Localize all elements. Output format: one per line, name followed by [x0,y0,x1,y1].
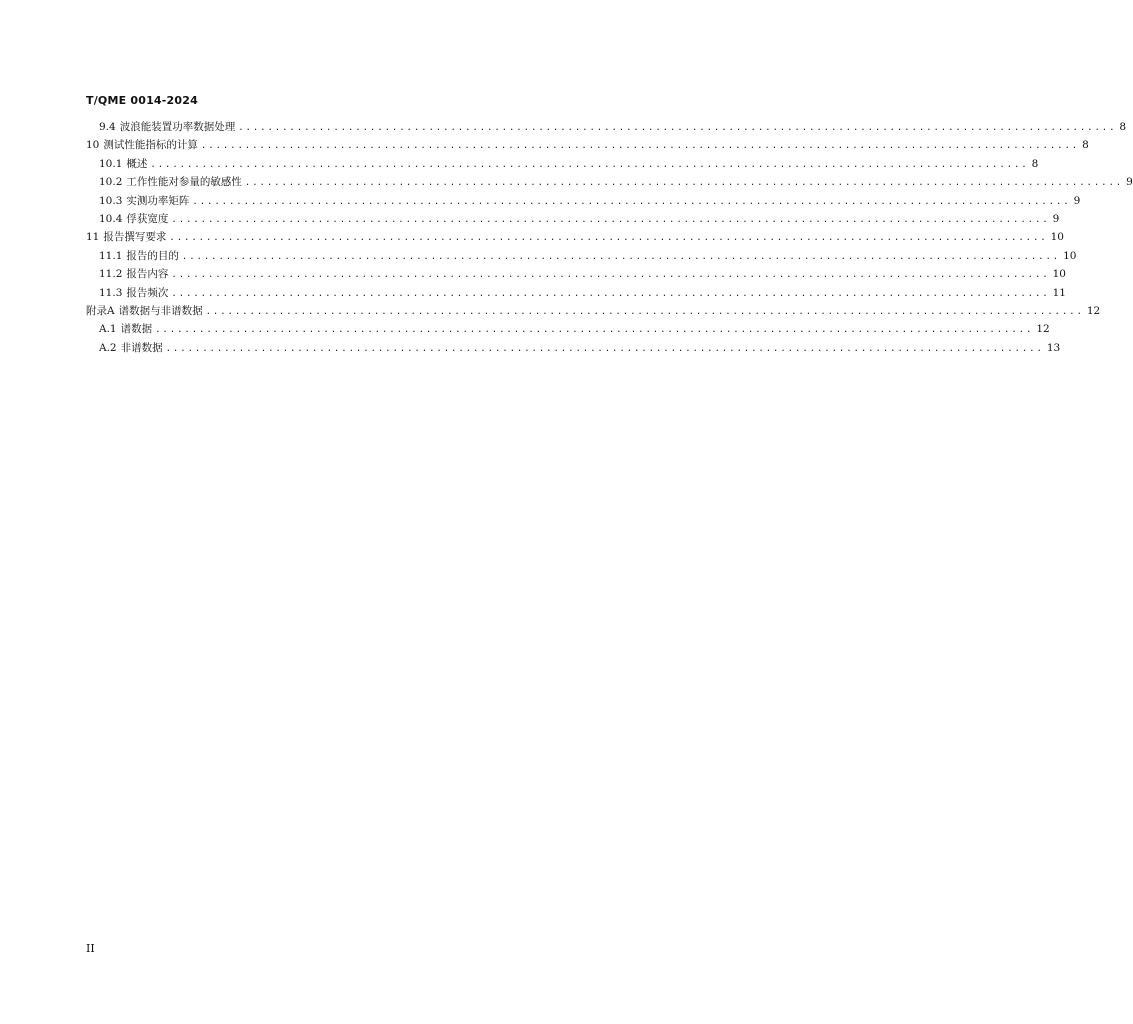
toc-entry-title: 工作性能对参量的敏感性 [126,176,242,189]
toc-entry-page: 8 [1031,157,1039,170]
toc-entry-number: 10.1 [99,157,123,170]
toc-leader-dots: ........................................................................................................................ [150,159,1029,170]
toc-entry-number: 10.3 [99,194,123,207]
toc-entry-title: 报告的目的 [126,249,179,262]
page-number-footer: II [86,942,95,955]
toc-entry-title: 报告撰写要求 [103,231,167,244]
toc-leader-dots: ........................................................................................................................ [192,196,1071,207]
toc-entry[interactable] [86,247,1077,265]
toc-entry-number: A.2 [99,341,117,354]
toc-entry[interactable] [86,339,1061,357]
toc-entry-page: 10 [1050,231,1064,244]
toc-entry-page: 12 [1036,323,1050,336]
toc-entry[interactable] [86,302,1101,320]
toc-entry-title: 非谱数据 [120,341,163,354]
toc-entry[interactable] [86,284,1066,302]
toc-entry-title: 报告频次 [126,286,169,299]
toc-entry-page: 12 [1086,304,1101,317]
toc-leader-dots: ........................................................................................................................ [165,343,1044,354]
toc-entry-page: 9 [1073,194,1081,207]
toc-leader-dots: ........................................................................................................................ [238,123,1117,133]
toc-entry-number: 10 [86,139,100,152]
toc-entry-number: 11.2 [99,268,123,281]
document-id-header: T/QME 0014-2024 [86,94,198,107]
toc-entry-page: 10 [1063,249,1077,262]
toc-entry-page: 11 [1052,286,1066,299]
toc-entry[interactable] [86,228,1064,246]
toc-entry[interactable] [86,118,1127,136]
table-of-contents [86,118,1133,357]
toc-entry-number: 11.1 [99,249,123,262]
toc-leader-dots: ........................................................................................................................ [205,306,1084,317]
toc-entry[interactable] [86,192,1081,210]
toc-entry-page: 10 [1052,268,1066,281]
toc-entry[interactable] [86,173,1133,191]
toc-entry-page: 8 [1119,121,1127,133]
toc-entry-title: 概述 [126,157,148,170]
toc-entry[interactable] [86,155,1039,173]
toc-entry-title: 测试性能指标的计算 [103,139,198,152]
toc-entry-number: 10.4 [99,212,123,225]
toc-entry-title: 波浪能装置功率数据处理 [119,121,236,133]
toc-leader-dots: ........................................................................................................................ [200,141,1080,152]
toc-entry-title: 谱数据与非谱数据 [118,304,203,317]
toc-leader-dots: ........................................................................................................................ [171,270,1050,281]
toc-leader-dots: ........................................................................................................................ [181,251,1061,262]
toc-entry-number: 10.2 [99,176,123,189]
toc-entry[interactable] [86,210,1060,228]
toc-entry-page: 8 [1082,139,1089,152]
toc-entry-title: 谱数据 [120,323,153,336]
toc-entry-number: 11 [86,231,100,244]
toc-entry[interactable] [86,265,1066,283]
toc-entry-title: 报告内容 [126,268,169,281]
toc-entry-page: 9 [1052,212,1060,225]
toc-entry[interactable] [86,136,1089,154]
toc-entry-page: 13 [1046,341,1061,354]
toc-entry-number: 9.4 [99,121,116,133]
toc-entry-title: 俘获宽度 [126,212,169,225]
toc-entry-page: 9 [1126,176,1133,189]
toc-leader-dots: ........................................................................................................................ [244,178,1124,189]
toc-entry-number: A.1 [99,323,117,336]
toc-entry-title: 实测功率矩阵 [126,194,190,207]
toc-entry-number: 11.3 [99,286,123,299]
toc-leader-dots: ........................................................................................................................ [171,288,1050,299]
toc-entry-number: 附录A [86,304,115,317]
toc-leader-dots: ........................................................................................................................ [155,325,1034,336]
toc-leader-dots: ........................................................................................................................ [171,214,1050,225]
toc-leader-dots: ........................................................................................................................ [169,233,1048,244]
toc-entry[interactable] [86,320,1050,338]
